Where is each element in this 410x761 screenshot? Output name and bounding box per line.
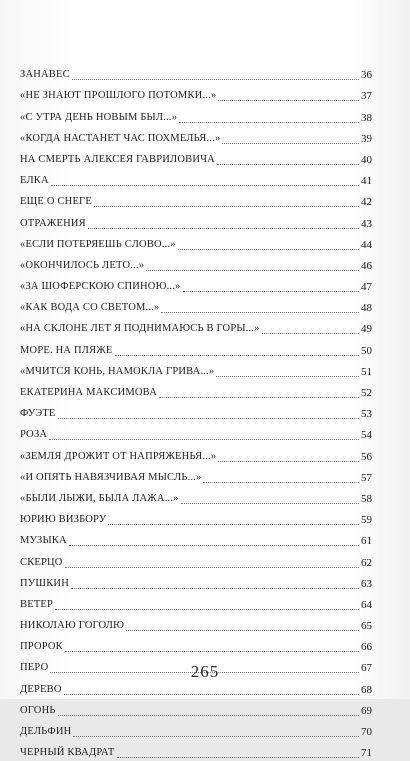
toc-entry [20,104,372,125]
dot-leader [94,206,359,207]
toc-entry [20,443,372,464]
toc-entry [20,295,372,316]
dot-leader [126,630,359,631]
toc-entry-page: 42 [361,196,372,209]
toc-entry-title: ДЕРЕВО [20,683,62,695]
dot-leader [216,376,359,377]
toc-entry-title: «ОКОНЧИЛОСЬ ЛЕТО...» [20,259,145,271]
dot-leader [108,524,359,525]
toc-entry [20,126,372,147]
toc-entry-title: «И ОПЯТЬ НАВЯЗЧИВАЯ МЫСЛЬ...» [20,471,202,483]
dot-leader [51,185,359,186]
toc-entry [20,380,372,401]
toc-entry [20,168,372,189]
toc-entry-title: ФУЭТЕ [20,408,56,420]
toc-entry [20,359,372,380]
dot-leader [69,545,359,546]
toc-entry-title: ПРОРОК [20,641,63,653]
dot-leader [146,270,359,271]
toc-entry-page: 54 [361,429,372,442]
toc-entry [20,189,372,210]
toc-entry-title: «ЗА ШОФЕРСКОЮ СПИНОЮ...» [20,281,181,293]
toc-entry [20,613,372,634]
toc-entry-title: МОРЕ. НА ПЛЯЖЕ [20,344,113,356]
toc-entry-page: 51 [361,365,372,378]
dot-leader [159,397,359,398]
dot-leader [65,567,360,568]
dot-leader [183,291,360,292]
toc-entry [20,210,372,231]
toc-entry [20,549,372,570]
toc-entry-title: ЗАНАВЕС [20,69,70,81]
toc-entry [20,422,372,443]
toc-entry [20,83,372,104]
toc-entry [20,740,372,761]
page-number: 265 [190,662,220,681]
dot-leader [88,228,359,229]
toc-entry-title: ДЕЛЬФИН [20,726,72,737]
toc-entry-page: 50 [361,344,372,357]
toc-entry-title: «КАК ВОДА СО СВЕТОМ...» [20,302,160,314]
toc-entry-page: 40 [361,153,372,166]
toc-entry-page: 43 [361,217,372,230]
toc-entry-title: «МЧИТСЯ КОНЬ, НАМОКЛА ГРИВА...» [20,365,215,377]
toc-entry-page: 57 [361,471,372,484]
toc-entry-title: «ЕСЛИ ПОТЕРЯЕШЬ СЛОВО...» [20,238,176,250]
toc-entry-title: ЕЩЕ О СНЕГЕ [20,196,92,208]
dot-leader [115,355,359,356]
dot-leader [262,333,359,334]
dot-leader [117,757,360,758]
dot-leader [49,439,359,440]
toc-entry-title: ПУШКИН [20,577,69,589]
toc-entry-title: СКЕРЦО [20,556,63,568]
toc-entry [20,634,372,655]
toc-entry-page: 61 [361,535,372,548]
toc-entry-page: 63 [361,577,372,590]
dot-leader [181,503,359,504]
toc-entry [20,465,372,486]
toc-entry-page: 58 [361,492,372,505]
table-of-contents [20,62,372,761]
dot-leader [203,482,359,483]
toc-entry-page: 70 [361,726,372,738]
toc-entry-title: ОГОНЬ [20,704,56,716]
dot-leader [64,694,359,695]
toc-entry [20,592,372,613]
toc-entry [20,507,372,528]
toc-entry-page: 59 [361,514,372,527]
toc-entry-title: МУЗЫКА [20,535,67,547]
toc-entry-page: 52 [361,387,372,399]
dot-leader [161,312,359,313]
toc-entry-page: 44 [361,238,372,251]
toc-entry-title: НА СМЕРТЬ АЛЕКСЕЯ ГАВРИЛОВИЧА [20,153,215,165]
toc-entry-title: ЕКАТЕРИНА МАКСИМОВА [20,387,158,398]
toc-entry-title: «С УТРА ДЕНЬ НОВЫМ БЫЛ...» [20,111,178,123]
toc-entry-page: 53 [361,408,372,421]
toc-entry [20,571,372,592]
toc-entry-page: 48 [361,302,372,315]
dot-leader [58,418,359,419]
toc-entry-title: «ЗЕМЛЯ ДРОЖИТ ОТ НАПРЯЖЕНЬЯ...» [20,450,217,462]
toc-entry-page: 38 [361,111,372,124]
toc-entry-page: 49 [361,323,372,336]
dot-leader [72,79,359,80]
dot-leader [222,143,359,144]
toc-entry [20,719,372,740]
toc-entry-page: 68 [361,683,372,696]
toc-entry-page: 64 [361,598,372,611]
toc-entry-title: ОТРАЖЕНИЯ [20,217,86,229]
toc-entry [20,486,372,507]
toc-entry [20,147,372,168]
toc-entry-page: 39 [361,132,372,145]
toc-entry [20,316,372,337]
toc-entry [20,253,372,274]
toc-entry [20,401,372,422]
dot-leader [58,715,359,716]
toc-entry-page: 67 [361,662,372,675]
toc-entry-title: ЧЕРНЫЙ КВАДРАТ [20,747,115,759]
toc-entry [20,337,372,358]
toc-entry-title: РОЗА [20,429,48,441]
toc-entry-title: «КОГДА НАСТАНЕТ ЧАС ПОХМЕЛЬЯ...» [20,132,221,144]
dot-leader [179,122,359,123]
dot-leader [55,609,359,610]
toc-entry [20,62,372,83]
dot-leader [65,651,359,652]
toc-entry-page: 65 [361,620,372,633]
toc-entry-title: НИКОЛАЮ ГОГОЛЮ [20,620,125,632]
toc-entry-title: ЮРИЮ ВИЗБОРУ [20,514,107,526]
toc-entry-title: ВЕТЕР [20,598,54,610]
toc-entry-title: «НА СКЛОНЕ ЛЕТ Я ПОДНИМАЮСЬ В ГОРЫ...» [20,323,260,335]
toc-entry [20,274,372,295]
toc-entry-page: 47 [361,281,372,294]
dot-leader [71,588,359,589]
toc-entry-page: 66 [361,641,372,654]
toc-entry-page: 37 [361,90,372,103]
toc-entry-page: 36 [361,69,372,82]
toc-entry-title: «НЕ ЗНАЮТ ПРОШЛОГО ПОТОМКИ...» [20,90,217,102]
dot-leader [218,100,359,101]
toc-entry-page: 41 [361,175,372,188]
toc-entry-title: «БЫЛИ ЛЫЖИ, БЫЛА ЛАЖА...» [20,492,179,504]
toc-entry-page: 71 [361,747,372,760]
dot-leader [218,461,359,462]
toc-entry-page: 56 [361,450,372,463]
dot-leader [217,164,359,165]
toc-entry [20,232,372,253]
toc-entry [20,698,372,719]
toc-entry-title: ЕЛКА [20,175,49,187]
dot-leader [73,736,359,737]
toc-entry-page: 69 [361,704,372,717]
dot-leader [178,249,359,250]
toc-entry [20,528,372,549]
toc-entry-page: 62 [361,556,372,569]
toc-entry-title: ПЕРО [20,662,49,674]
toc-entry-page: 46 [361,259,372,272]
